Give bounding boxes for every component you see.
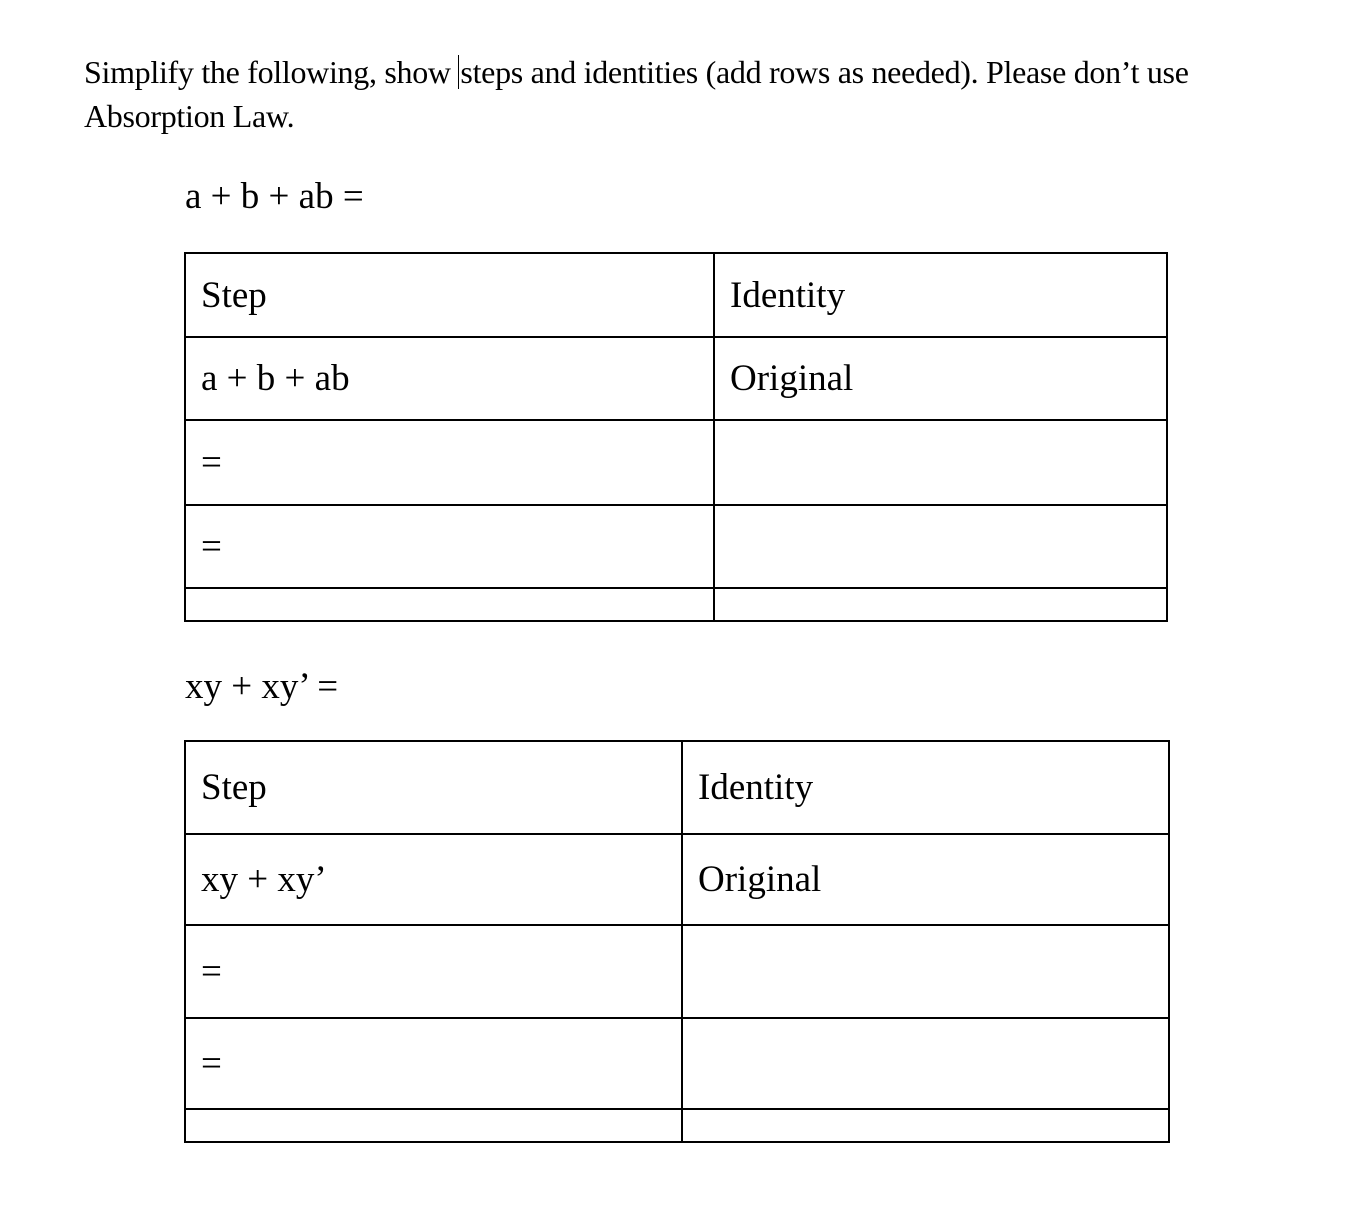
problem-1-steps-table [184,252,1168,622]
table-row [185,834,1169,925]
identity-cell[interactable] [682,925,1169,1018]
table-row [185,588,1167,621]
identity-cell[interactable]: Original [682,834,1169,925]
table-row [185,505,1167,588]
identity-column-header: Identity [714,253,1167,337]
instructions-text-end: steps and identities (add rows as needed). Please don’t use Absorption Law. [84,54,1189,134]
problem-2-steps-table [184,740,1170,1143]
step-cell[interactable] [185,1109,682,1142]
step-cell[interactable]: = [185,505,714,588]
table-row [185,337,1167,420]
step-cell[interactable]: a + b + ab [185,337,714,420]
table-header-row [185,741,1169,834]
identity-cell[interactable] [714,420,1167,505]
identity-cell[interactable] [714,505,1167,588]
step-column-header: Step [185,741,682,834]
step-cell[interactable]: = [185,420,714,505]
identity-cell[interactable] [682,1018,1169,1109]
problem-2-expression: xy + xy’ = [185,666,339,707]
identity-cell[interactable] [682,1109,1169,1142]
instructions-text-start: Simplify the following, show [84,54,459,90]
step-cell[interactable]: xy + xy’ [185,834,682,925]
step-cell[interactable]: = [185,1018,682,1109]
table-row [185,1018,1169,1109]
table-row [185,420,1167,505]
step-column-header: Step [185,253,714,337]
identity-cell[interactable]: Original [714,337,1167,420]
problem-1-expression: a + b + ab = [185,176,364,217]
step-cell[interactable]: = [185,925,682,1018]
step-cell[interactable] [185,588,714,621]
instructions-paragraph[interactable] [84,50,1284,138]
table-row [185,1109,1169,1142]
identity-column-header: Identity [682,741,1169,834]
table-row [185,925,1169,1018]
table-header-row [185,253,1167,337]
identity-cell[interactable] [714,588,1167,621]
